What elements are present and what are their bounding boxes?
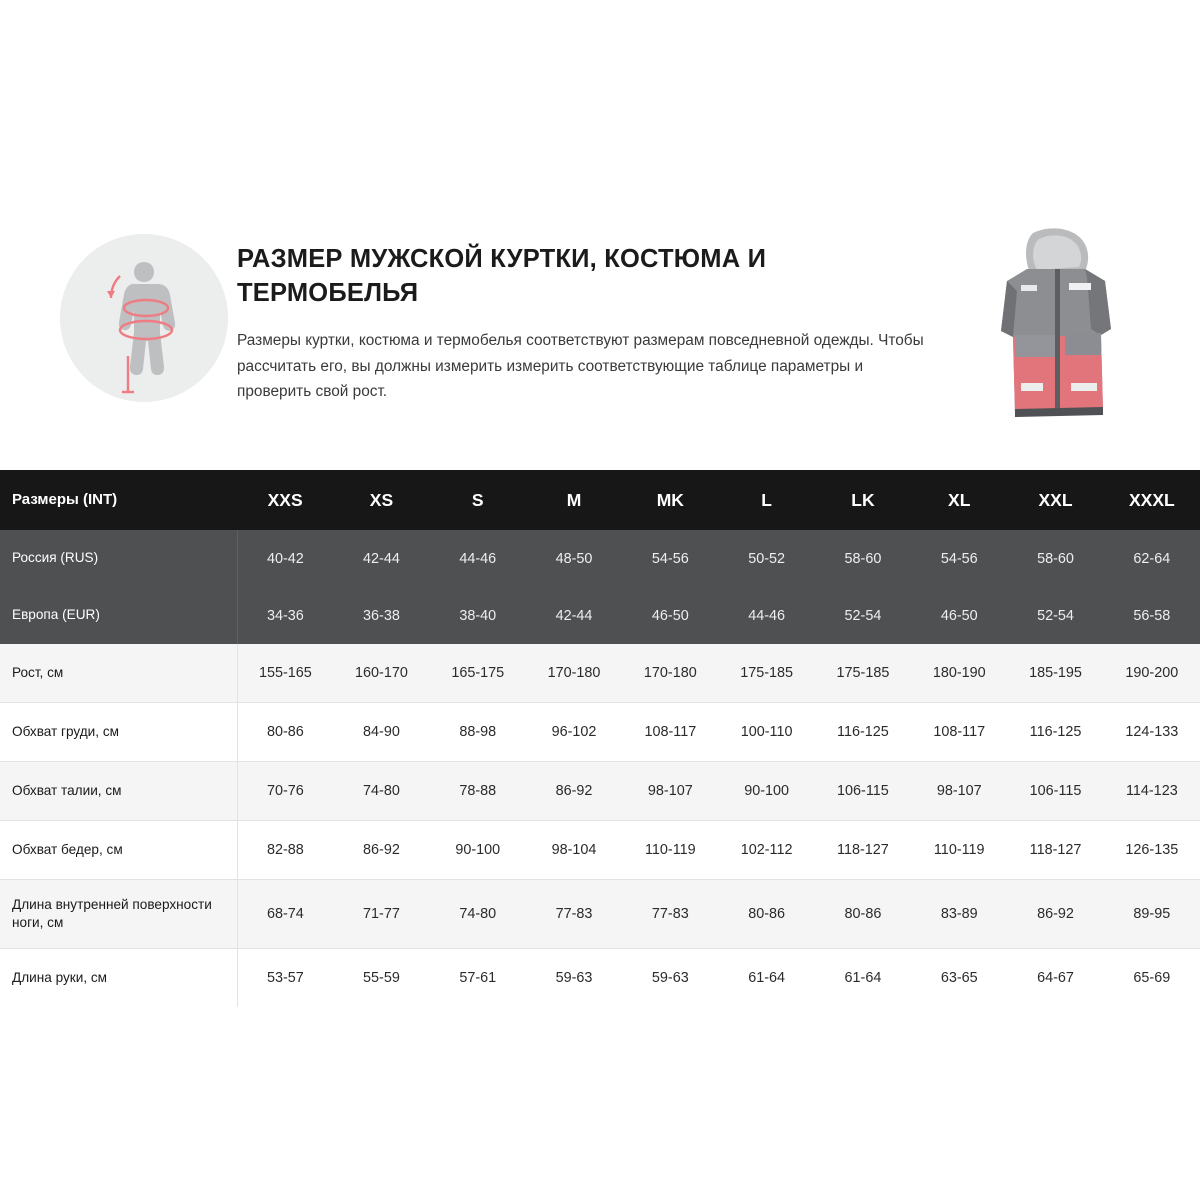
cell: 170-180 xyxy=(622,644,718,703)
table-row xyxy=(0,530,1200,587)
row-label: Обхват груди, см xyxy=(0,703,237,762)
jacket-photo xyxy=(955,225,1155,435)
row-label: Длина внутренней поверхности ноги, см xyxy=(0,880,237,949)
table-row xyxy=(0,880,1200,949)
cell: 54-56 xyxy=(622,530,718,587)
cell: 77-83 xyxy=(526,880,622,949)
cell: 56-58 xyxy=(1104,587,1200,644)
cell: 63-65 xyxy=(911,949,1007,1008)
cell: 46-50 xyxy=(911,587,1007,644)
cell: 102-112 xyxy=(718,821,814,880)
cell: 61-64 xyxy=(718,949,814,1008)
cell: 96-102 xyxy=(526,703,622,762)
cell: 86-92 xyxy=(1007,880,1103,949)
cell: 61-64 xyxy=(815,949,911,1008)
cell: 48-50 xyxy=(526,530,622,587)
table-row xyxy=(0,949,1200,1008)
table-row xyxy=(0,644,1200,703)
cell: 74-80 xyxy=(333,762,429,821)
cell: 170-180 xyxy=(526,644,622,703)
cell: 55-59 xyxy=(333,949,429,1008)
cell: 38-40 xyxy=(430,587,526,644)
table-row xyxy=(0,587,1200,644)
cell: 118-127 xyxy=(815,821,911,880)
cell: 84-90 xyxy=(333,703,429,762)
cell: 108-117 xyxy=(911,703,1007,762)
cell: 46-50 xyxy=(622,587,718,644)
row-label: Россия (RUS) xyxy=(0,530,237,587)
table-row xyxy=(0,762,1200,821)
cell: 53-57 xyxy=(237,949,333,1008)
cell: 190-200 xyxy=(1104,644,1200,703)
cell: 108-117 xyxy=(622,703,718,762)
row-label: Обхват талии, см xyxy=(0,762,237,821)
cell: 185-195 xyxy=(1007,644,1103,703)
cell: 77-83 xyxy=(622,880,718,949)
page-title: РАЗМЕР МУЖСКОЙ КУРТКИ, КОСТЮМА И ТЕРМОБЕЛЬЯ xyxy=(237,245,767,307)
page-description: Размеры куртки, костюма и термобелья соответствуют размерам повседневной одежды. Чтобы рассчитать его, вы должны измерить измерить соответствующие таблице параметры и проверить свой рост. xyxy=(237,332,924,401)
cell: 90-100 xyxy=(430,821,526,880)
cell: 80-86 xyxy=(815,880,911,949)
cell: 110-119 xyxy=(622,821,718,880)
cell: 80-86 xyxy=(718,880,814,949)
column-header-xxxl: XXXL xyxy=(1104,470,1200,530)
cell: 44-46 xyxy=(430,530,526,587)
cell: 68-74 xyxy=(237,880,333,949)
cell: 98-107 xyxy=(622,762,718,821)
cell: 98-107 xyxy=(911,762,1007,821)
cell: 175-185 xyxy=(815,644,911,703)
cell: 160-170 xyxy=(333,644,429,703)
cell: 78-88 xyxy=(430,762,526,821)
table-row xyxy=(0,821,1200,880)
cell: 54-56 xyxy=(911,530,1007,587)
cell: 114-123 xyxy=(1104,762,1200,821)
column-header-l: L xyxy=(718,470,814,530)
table-row xyxy=(0,703,1200,762)
cell: 57-61 xyxy=(430,949,526,1008)
cell: 62-64 xyxy=(1104,530,1200,587)
cell: 44-46 xyxy=(718,587,814,644)
cell: 110-119 xyxy=(911,821,1007,880)
cell: 118-127 xyxy=(1007,821,1103,880)
header-text-block xyxy=(237,243,927,405)
cell: 64-67 xyxy=(1007,949,1103,1008)
cell: 42-44 xyxy=(333,530,429,587)
cell: 52-54 xyxy=(1007,587,1103,644)
cell: 71-77 xyxy=(333,880,429,949)
body-measurement-icon xyxy=(60,234,228,402)
cell: 90-100 xyxy=(718,762,814,821)
cell: 74-80 xyxy=(430,880,526,949)
cell: 80-86 xyxy=(237,703,333,762)
cell: 124-133 xyxy=(1104,703,1200,762)
column-header-int: Размеры (INT) xyxy=(0,470,237,530)
cell: 180-190 xyxy=(911,644,1007,703)
cell: 86-92 xyxy=(526,762,622,821)
column-header-xl: XL xyxy=(911,470,1007,530)
cell: 50-52 xyxy=(718,530,814,587)
cell: 36-38 xyxy=(333,587,429,644)
cell: 52-54 xyxy=(815,587,911,644)
column-header-xxl: XXL xyxy=(1007,470,1103,530)
cell: 58-60 xyxy=(1007,530,1103,587)
column-header-s: S xyxy=(430,470,526,530)
cell: 100-110 xyxy=(718,703,814,762)
cell: 86-92 xyxy=(333,821,429,880)
row-label: Рост, см xyxy=(0,644,237,703)
header xyxy=(0,225,1200,470)
row-label: Европа (EUR) xyxy=(0,587,237,644)
table-header-row xyxy=(0,470,1200,530)
cell: 59-63 xyxy=(622,949,718,1008)
cell: 106-115 xyxy=(815,762,911,821)
column-header-xs: XS xyxy=(333,470,429,530)
cell: 89-95 xyxy=(1104,880,1200,949)
cell: 88-98 xyxy=(430,703,526,762)
cell: 58-60 xyxy=(815,530,911,587)
column-header-m: M xyxy=(526,470,622,530)
cell: 42-44 xyxy=(526,587,622,644)
row-label: Обхват бедер, см xyxy=(0,821,237,880)
column-header-xxs: XXS xyxy=(237,470,333,530)
cell: 34-36 xyxy=(237,587,333,644)
cell: 82-88 xyxy=(237,821,333,880)
cell: 155-165 xyxy=(237,644,333,703)
cell: 116-125 xyxy=(1007,703,1103,762)
column-header-mk: MK xyxy=(622,470,718,530)
cell: 40-42 xyxy=(237,530,333,587)
cell: 98-104 xyxy=(526,821,622,880)
cell: 65-69 xyxy=(1104,949,1200,1008)
column-header-lk: LK xyxy=(815,470,911,530)
cell: 165-175 xyxy=(430,644,526,703)
cell: 70-76 xyxy=(237,762,333,821)
cell: 116-125 xyxy=(815,703,911,762)
size-table xyxy=(0,470,1200,1007)
cell: 175-185 xyxy=(718,644,814,703)
cell: 83-89 xyxy=(911,880,1007,949)
cell: 59-63 xyxy=(526,949,622,1008)
row-label: Длина руки, см xyxy=(0,949,237,1008)
cell: 126-135 xyxy=(1104,821,1200,880)
cell: 106-115 xyxy=(1007,762,1103,821)
